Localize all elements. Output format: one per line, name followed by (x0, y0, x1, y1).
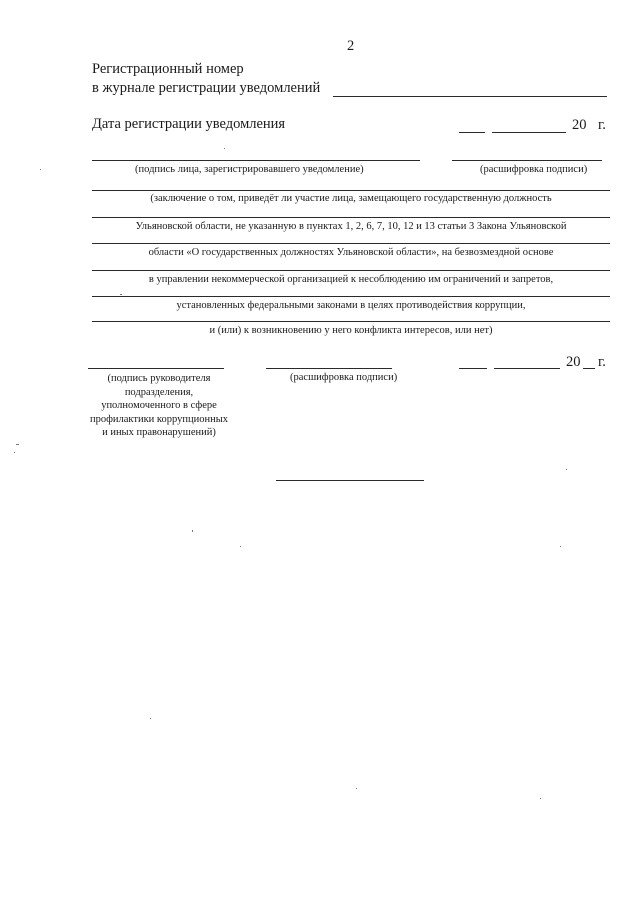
scan-speck (540, 798, 541, 799)
registration-date-day-line (459, 132, 485, 133)
scan-speck (192, 530, 193, 532)
registrar-signature-caption: (подпись лица, зарегистрировавшего уведомление) (135, 164, 364, 175)
head-signature-decoding-caption: (расшифровка подписи) (290, 372, 398, 383)
conclusion-line-6 (92, 321, 610, 322)
conclusion-text-3: области «О государственных должностях Ульяновской области», на безвозмездной основе (148, 247, 554, 258)
head-signature-line (88, 368, 224, 369)
conclusion-line-5 (92, 296, 610, 297)
head-date-year-suffix: г. (598, 354, 606, 370)
scan-speck (566, 469, 567, 470)
registration-journal-label: в журнале регистрации уведомлений (92, 80, 321, 96)
scan-speck (560, 546, 561, 547)
head-date-month-line (494, 368, 560, 369)
registrar-signature-decoding-line (452, 160, 602, 161)
conclusion-line-3 (92, 243, 610, 244)
conclusion-line-1 (92, 190, 610, 191)
registration-date-year-suffix: г. (598, 117, 606, 133)
conclusion-text-4: в управлении некоммерческой организацией к несоблюдению им ограничений и запретов, (148, 274, 554, 285)
scan-speck (120, 294, 122, 295)
conclusion-text-1: (заключение о том, приведёт ли участие лица, замещающего государственную должность (150, 193, 552, 204)
head-signature-caption (84, 372, 234, 440)
conclusion-text-6: и (или) к возникновению у него конфликта интересов, или нет) (209, 325, 493, 336)
registration-number-line (333, 96, 607, 97)
head-date-year-prefix: 20 (566, 354, 581, 370)
registration-date-month-line (492, 132, 566, 133)
head-signature-caption-line-2: подразделения, (124, 386, 194, 398)
head-signature-caption-line-5: и иных правонарушений) (102, 427, 216, 438)
scan-speck (40, 169, 41, 170)
head-date-year-line (583, 368, 595, 369)
head-date-day-line (459, 368, 487, 369)
scan-speck (224, 148, 225, 149)
closing-rule (276, 480, 424, 481)
registration-date-label: Дата регистрации уведомления (92, 116, 286, 132)
registration-date-year-prefix: 20 (572, 117, 587, 133)
head-signature-caption-line-1: (подпись руководителя (107, 373, 211, 384)
scan-speck (14, 452, 15, 453)
registration-number-label: Регистрационный номер (92, 61, 244, 77)
head-signature-caption-line-4: профилактики коррупционных (89, 413, 229, 425)
conclusion-text-2: Ульяновской области, не указанную в пунктах 1, 2, 6, 7, 10, 12 и 13 статьи 3 Закона Ульяновской (135, 221, 567, 232)
head-signature-caption-line-3: уполномоченного в сфере (101, 400, 217, 411)
conclusion-text-5: установленных федеральными законами в целях противодействия коррупции, (176, 300, 526, 311)
scan-speck (240, 546, 241, 547)
head-signature-decoding-line (266, 368, 392, 369)
registrar-signature-line (92, 160, 420, 161)
scan-speck (150, 718, 151, 719)
scan-speck (16, 444, 19, 445)
conclusion-line-2 (92, 217, 610, 218)
conclusion-line-4 (92, 270, 610, 271)
registrar-signature-decoding-caption: (расшифровка подписи) (480, 164, 588, 175)
scan-speck (356, 788, 357, 789)
page-number: 2 (347, 38, 355, 54)
